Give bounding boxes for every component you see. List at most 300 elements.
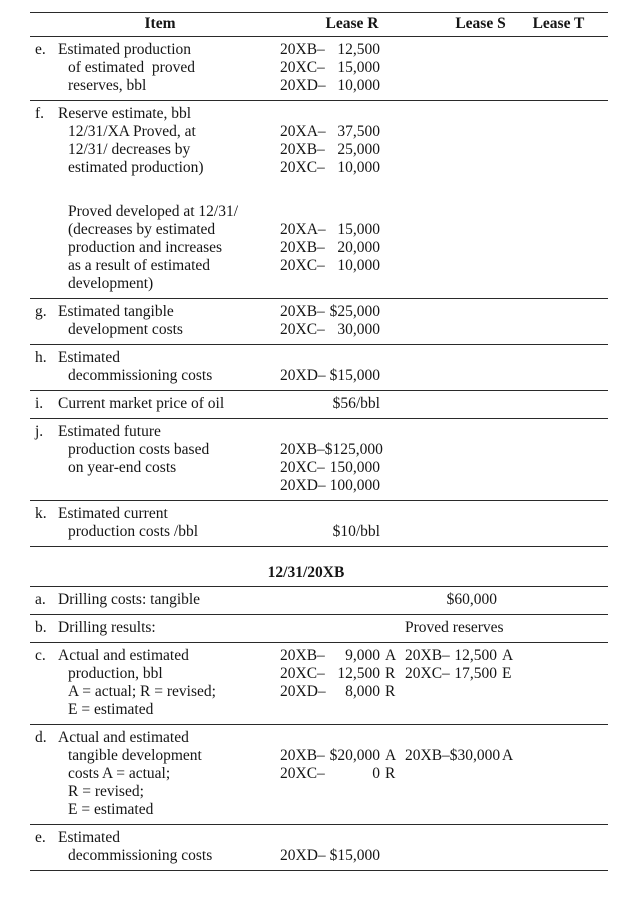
value-number: 10,000 <box>337 77 380 94</box>
item-cell <box>58 701 248 719</box>
value-line <box>248 141 400 159</box>
value-block <box>280 141 380 159</box>
item-cell <box>58 783 248 801</box>
lease-s-cell <box>400 203 525 221</box>
lease-r-cell <box>248 683 400 701</box>
row-letter: f. <box>35 105 45 122</box>
item-cell <box>58 257 248 275</box>
item-text: (decreases by estimated <box>68 221 216 238</box>
lease-t-cell <box>525 77 608 95</box>
table-line <box>30 159 608 177</box>
row-letter <box>30 257 58 275</box>
lease-s-cell <box>400 177 525 203</box>
lease-r-cell <box>248 747 400 765</box>
row-letter: g. <box>35 303 47 320</box>
lease-r-cell <box>248 459 400 477</box>
value-number: 12,500 <box>454 647 497 664</box>
value-prefix: 20XC– <box>280 59 325 76</box>
value-number: $60,000 <box>446 591 497 608</box>
value-number: $15,000 <box>329 367 380 384</box>
item-text: Actual and estimated <box>58 729 189 746</box>
lease-r-cell <box>248 523 400 541</box>
lease-s-cell <box>400 141 525 159</box>
value-prefix: 20XD– <box>280 77 326 94</box>
lease-r-cell <box>248 783 400 801</box>
lease-t-cell <box>525 203 608 221</box>
value-block <box>280 647 380 665</box>
row-letter <box>30 123 58 141</box>
row-letter <box>30 747 58 765</box>
lease-s-cell <box>400 729 525 747</box>
value-number: 0 <box>372 765 380 782</box>
lease-r-cell <box>248 159 400 177</box>
lease-r-cell <box>248 349 400 367</box>
row-letter <box>30 203 58 221</box>
lease-r-cell <box>248 665 400 683</box>
item-text: reserves, bbl <box>68 77 147 94</box>
item-text: estimated production) <box>68 159 204 176</box>
value-block <box>280 221 380 239</box>
value-prefix: 20XB– <box>405 747 450 764</box>
lease-t-cell <box>525 395 608 413</box>
lease-t-cell <box>525 441 608 459</box>
value-block <box>280 395 380 413</box>
value-line <box>248 441 400 459</box>
value-prefix: 20XA– <box>280 221 326 238</box>
lease-t-cell <box>525 41 608 59</box>
item-text: 12/31/ decreases by <box>68 141 191 158</box>
value-prefix: 20XD– <box>280 367 326 384</box>
lease-s-cell <box>400 783 525 801</box>
lease-t-cell <box>525 221 608 239</box>
table-line <box>30 177 608 203</box>
item-cell <box>58 747 248 765</box>
lease-r-cell <box>248 123 400 141</box>
value-line <box>248 221 400 239</box>
value-block <box>280 459 380 477</box>
lease-s-cell <box>400 591 525 609</box>
lease-s-cell <box>400 423 525 441</box>
item-cell <box>58 177 248 203</box>
table-line <box>30 665 608 683</box>
value-line <box>248 239 400 257</box>
value-number: $15,000 <box>329 847 380 864</box>
table-row-b <box>30 615 608 643</box>
item-cell <box>58 665 248 683</box>
lease-s-cell <box>400 701 525 719</box>
lease-r-cell <box>248 321 400 339</box>
value-number: 12,500 <box>337 665 380 682</box>
item-text: A = actual; R = revised; <box>68 683 216 700</box>
table-line <box>30 683 608 701</box>
lease-s-cell <box>400 665 525 683</box>
lease-r-cell <box>248 41 400 59</box>
value-number: 20,000 <box>337 239 380 256</box>
lease-s-cell <box>400 765 525 783</box>
lease-s-cell <box>400 59 525 77</box>
item-text: production and increases <box>68 239 223 256</box>
value-block <box>280 239 380 257</box>
item-cell <box>58 423 248 441</box>
lease-t-cell <box>525 239 608 257</box>
lease-s-cell <box>400 239 525 257</box>
lease-s-cell <box>400 349 525 367</box>
value-prefix: 20XB– <box>405 647 450 664</box>
lease-r-cell <box>248 729 400 747</box>
table-header-row <box>30 13 608 37</box>
row-letter: j. <box>35 423 44 440</box>
value-prefix: 20XD– <box>280 683 326 700</box>
value-line <box>400 665 525 683</box>
row-letter <box>30 523 58 541</box>
lease-s-cell <box>400 105 525 123</box>
value-block <box>280 683 380 701</box>
value-suffix: R <box>385 665 396 682</box>
table-line <box>30 77 608 95</box>
section-heading-date: 12/31/20XB <box>267 564 345 581</box>
row-letter <box>30 801 58 819</box>
table-line <box>30 123 608 141</box>
lease-r-cell <box>248 829 400 847</box>
row-letter: b. <box>35 619 47 636</box>
lease-s-cell <box>400 477 525 495</box>
value-block <box>280 523 380 541</box>
lease-r-cell <box>248 647 400 665</box>
lease-s-cell <box>400 747 525 765</box>
item-text: development) <box>68 275 154 292</box>
table-row-e <box>30 37 608 101</box>
value-line <box>248 847 400 865</box>
table-row-j <box>30 419 608 501</box>
table-line <box>30 647 608 665</box>
item-cell <box>58 105 248 123</box>
value-suffix: R <box>385 683 396 700</box>
lease-r-cell <box>248 275 400 293</box>
value-number: $10/bbl <box>332 523 380 540</box>
table-line <box>30 239 608 257</box>
lease-t-cell <box>525 123 608 141</box>
lease-s-cell <box>400 221 525 239</box>
table-line <box>30 747 608 765</box>
lease-r-cell <box>248 105 400 123</box>
table-line <box>30 505 608 523</box>
item-cell <box>58 619 248 637</box>
lease-r-cell <box>248 591 400 609</box>
table-line <box>30 221 608 239</box>
row-letter <box>30 367 58 385</box>
row-letter: i. <box>35 395 44 412</box>
table-line <box>30 847 608 865</box>
table-line <box>30 441 608 459</box>
value-block <box>280 847 380 865</box>
value-block <box>280 77 380 95</box>
item-text: Estimated production <box>58 41 192 58</box>
row-letter <box>30 665 58 683</box>
item-text: costs A = actual; <box>68 765 171 782</box>
item-text: Reserve estimate, bbl <box>58 105 191 122</box>
value-prefix: 20XD– <box>280 477 326 494</box>
lease-s-cell <box>400 459 525 477</box>
value-prefix: 20XD– <box>280 847 326 864</box>
lease-t-cell <box>525 683 608 701</box>
item-cell <box>58 203 248 221</box>
item-text: Estimated future <box>58 423 161 440</box>
table-line <box>30 303 608 321</box>
item-cell <box>58 159 248 177</box>
value-number: 17,500 <box>454 665 497 682</box>
value-line <box>248 321 400 339</box>
table-line <box>30 701 608 719</box>
value-line <box>248 765 400 783</box>
lease-r-cell <box>248 395 400 413</box>
lease-s-cell <box>400 619 525 637</box>
value-line <box>248 523 400 541</box>
lease-s-cell <box>400 847 525 865</box>
value-number: 15,000 <box>337 59 380 76</box>
lease-s-cell <box>400 801 525 819</box>
item-text: Current market price of oil <box>58 395 225 412</box>
lease-s-cell <box>400 647 525 665</box>
item-cell <box>58 801 248 819</box>
lease-t-cell <box>525 349 608 367</box>
column-header-lease-s: Lease S <box>455 15 506 32</box>
value-prefix: 20XC– <box>280 459 325 476</box>
value-suffix: A <box>385 647 397 664</box>
value-block <box>280 665 380 683</box>
value-prefix: 20XB– <box>280 303 325 320</box>
item-cell <box>58 59 248 77</box>
row-letter <box>30 221 58 239</box>
row-letter: d. <box>35 729 47 746</box>
lease-r-cell <box>248 423 400 441</box>
table-line <box>30 141 608 159</box>
value-number: 25,000 <box>337 141 380 158</box>
lease-t-cell <box>525 591 608 609</box>
row-letter <box>30 321 58 339</box>
lease-t-cell <box>525 647 608 665</box>
value-line <box>400 591 525 609</box>
table-line <box>30 257 608 275</box>
lease-r-cell <box>248 221 400 239</box>
item-text: Drilling costs: tangible <box>58 591 201 608</box>
lease-s-cell <box>400 321 525 339</box>
value-prefix: 20XB– <box>280 647 325 664</box>
item-text: Estimated tangible <box>58 303 174 320</box>
value-line <box>248 683 400 701</box>
lease-r-cell <box>248 619 400 637</box>
value-number: 10,000 <box>337 159 380 176</box>
row-letter <box>30 239 58 257</box>
item-cell <box>58 141 248 159</box>
lease-t-cell <box>525 159 608 177</box>
row-letter <box>30 683 58 701</box>
value-line <box>400 647 525 665</box>
value-line <box>248 665 400 683</box>
item-cell <box>58 765 248 783</box>
table-line <box>30 459 608 477</box>
value-prefix: 20XB– <box>280 747 325 764</box>
row-letter <box>30 847 58 865</box>
value-prefix: 20XC– <box>280 257 325 274</box>
lease-s-cell <box>400 523 525 541</box>
value-line <box>400 747 525 765</box>
lease-r-cell <box>248 477 400 495</box>
lease-r-cell <box>248 177 400 203</box>
value-line <box>248 123 400 141</box>
item-cell <box>58 591 248 609</box>
item-cell <box>58 477 248 495</box>
item-text: Drilling results: <box>58 619 156 636</box>
lease-t-cell <box>525 847 608 865</box>
value-prefix: 20XC– <box>280 321 325 338</box>
row-letter: k. <box>35 505 47 522</box>
item-text: E = estimated <box>68 701 154 718</box>
lease-r-cell <box>248 505 400 523</box>
table-line <box>30 477 608 495</box>
value-prefix: 20XB– <box>280 441 325 458</box>
value-prefix: 20XC– <box>405 665 450 682</box>
value-block <box>405 647 497 665</box>
value-block <box>280 303 380 321</box>
row-letter: c. <box>35 647 46 664</box>
item-cell <box>58 123 248 141</box>
table-row-k <box>30 501 608 547</box>
item-cell <box>58 367 248 385</box>
value-number: 15,000 <box>337 221 380 238</box>
row-letter: a. <box>35 591 46 608</box>
lease-data-table-1 <box>30 12 608 547</box>
lease-t-cell <box>525 367 608 385</box>
table-row-f <box>30 101 608 299</box>
value-block <box>405 591 497 609</box>
lease-t-cell <box>525 321 608 339</box>
lease-t-cell <box>525 257 608 275</box>
item-cell <box>58 41 248 59</box>
item-text: decommissioning costs <box>68 847 213 864</box>
item-cell <box>58 349 248 367</box>
value-prefix: 20XA– <box>280 123 326 140</box>
table-row-d <box>30 725 608 825</box>
value-prefix: 20XB– <box>280 41 325 58</box>
item-cell <box>58 77 248 95</box>
table-line <box>30 783 608 801</box>
value-prefix: Proved reserves <box>405 619 504 636</box>
item-cell <box>58 683 248 701</box>
table-line <box>30 59 608 77</box>
lease-r-cell <box>248 801 400 819</box>
item-text: tangible development <box>68 747 202 764</box>
item-cell <box>58 395 248 413</box>
table-row-c <box>30 643 608 725</box>
row-letter <box>30 459 58 477</box>
table-row-g <box>30 299 608 345</box>
value-number: 9,000 <box>345 647 380 664</box>
lease-r-cell <box>248 303 400 321</box>
table-line <box>30 619 608 637</box>
value-number: 37,500 <box>337 123 380 140</box>
value-number: 150,000 <box>329 459 380 476</box>
lease-data-table-2 <box>30 586 608 871</box>
value-line <box>248 77 400 95</box>
row-letter <box>30 765 58 783</box>
value-line <box>248 159 400 177</box>
lease-t-cell <box>525 423 608 441</box>
value-prefix: 20XB– <box>280 239 325 256</box>
lease-t-cell <box>525 665 608 683</box>
row-letter <box>30 477 58 495</box>
value-block <box>405 747 501 765</box>
lease-t-cell <box>525 459 608 477</box>
row-letter <box>30 701 58 719</box>
lease-t-cell <box>525 729 608 747</box>
item-cell <box>58 647 248 665</box>
item-cell <box>58 275 248 293</box>
item-cell <box>58 829 248 847</box>
value-block <box>405 619 504 637</box>
value-block <box>280 159 380 177</box>
value-number: 10,000 <box>337 257 380 274</box>
table-line <box>30 591 608 609</box>
item-cell <box>58 523 248 541</box>
table-row-e <box>30 825 608 871</box>
table-line <box>30 275 608 293</box>
row-letter <box>30 275 58 293</box>
value-block <box>280 41 380 59</box>
lease-s-cell <box>400 275 525 293</box>
item-cell <box>58 459 248 477</box>
value-block <box>280 321 380 339</box>
value-number: $25,000 <box>329 303 380 320</box>
value-number: 100,000 <box>329 477 380 494</box>
value-line <box>248 459 400 477</box>
value-prefix: 20XB– <box>280 141 325 158</box>
row-letter: h. <box>35 349 47 366</box>
value-number: $30,000 <box>449 747 501 764</box>
value-line <box>248 257 400 275</box>
lease-r-cell <box>248 141 400 159</box>
table-line <box>30 765 608 783</box>
item-cell <box>58 847 248 865</box>
item-cell <box>58 729 248 747</box>
lease-s-cell <box>400 159 525 177</box>
value-suffix: R <box>385 765 396 782</box>
table-line <box>30 523 608 541</box>
item-text: Estimated <box>58 349 120 366</box>
value-line <box>248 747 400 765</box>
lease-t-cell <box>525 177 608 203</box>
lease-t-cell <box>525 303 608 321</box>
lease-r-cell <box>248 77 400 95</box>
lease-t-cell <box>525 765 608 783</box>
value-block <box>280 441 383 459</box>
item-text: of estimated proved <box>68 59 195 76</box>
lease-t-cell <box>525 477 608 495</box>
value-line <box>400 619 525 637</box>
value-block <box>280 123 380 141</box>
row-letter <box>30 59 58 77</box>
lease-t-cell <box>525 829 608 847</box>
item-text: production costs /bbl <box>68 523 199 540</box>
item-text: Proved developed at 12/31/ <box>68 203 239 220</box>
row-letter <box>30 177 58 203</box>
lease-r-cell <box>248 59 400 77</box>
lease-s-cell <box>400 303 525 321</box>
item-text: Estimated current <box>58 505 168 522</box>
row-letter: e. <box>35 829 46 846</box>
item-cell <box>58 239 248 257</box>
value-block <box>280 59 380 77</box>
lease-t-cell <box>525 701 608 719</box>
